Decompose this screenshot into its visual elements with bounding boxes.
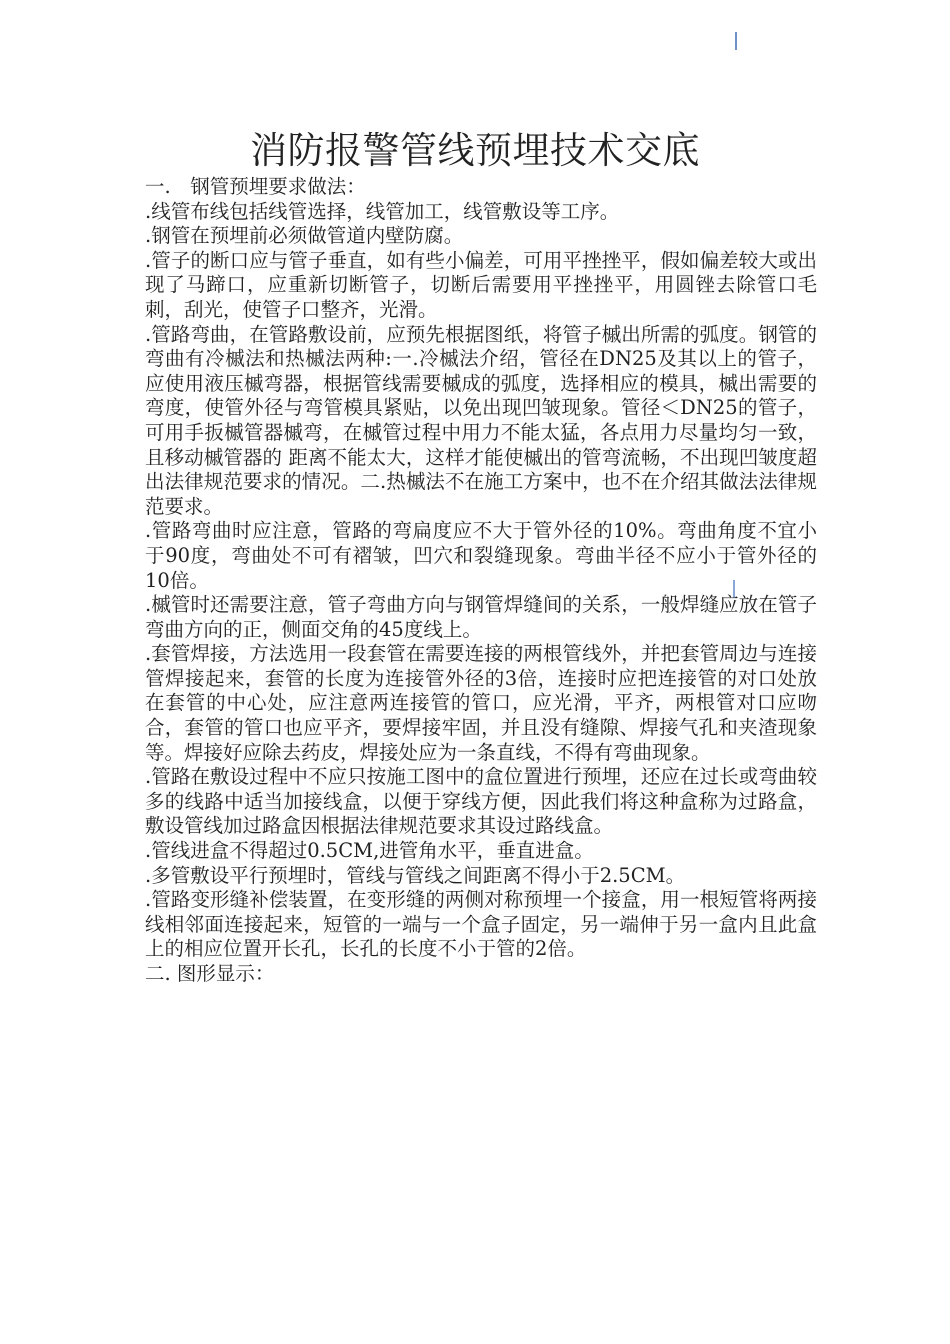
section-heading-2: 二. 图形显示： <box>145 962 275 985</box>
paragraph: .管路变形缝补偿装置，在变形缝的两侧对称预埋一个接盒，用一根短管将两接线相邻面连接起来，短管的一端与一个盒子固定，另一端伸于另一盒内且此盒上的相应位置开长孔，长孔的长度不小于管的2倍。 <box>145 888 817 961</box>
paragraph: .线管布线包括线管选择，线管加工，线管敷设等工序。 <box>145 199 620 223</box>
paragraph: .多管敷设平行预埋时，管线与管线之间距离不得小于2.5CM。 <box>145 863 686 887</box>
paragraph: .管路在敷设过程中不应只按施工图中的盒位置进行预埋，还应在过长或弯曲较多的线路中适当加接线盒，以便于穿线方便，因此我们将这种盒称为过路盒，敷设管线加过路盒因根据法律规范要求其设过路线盒。 <box>145 765 817 838</box>
paragraph: .套管焊接，方法选用一段套管在需要连接的两根管线外，并把套管周边与连接管焊接起来，套管的长度为连接管外径的3倍，连接时应把连接管的对口处放在套管的中心处，应注意两连接管的管口，应光滑，平齐，两根管对口应吻合，套管的管口也应平齐，要焊接牢固，并且没有缝隙、焊接气孔和夹渣现象等。焊接好应除去药皮，焊接处应为一条直线，不得有弯曲现象。 <box>145 642 817 764</box>
paragraph: .钢管在预埋前必须做管道内壁防腐。 <box>145 224 464 248</box>
paragraph: .管子的断口应与管子垂直，如有些小偏差，可用平挫挫平，假如偏差较大或出现了马蹄口，应重新切断管子，切断后需要用平挫挫平，用圆锉去除管口毛刺，刮光，使管子口整齐，光滑。 <box>145 248 817 321</box>
document-title: 消防报警管线预埋技术交底 <box>250 129 700 172</box>
document-body <box>145 175 817 987</box>
text-cursor-mark <box>735 32 737 50</box>
paragraph: .管路弯曲时应注意，管路的弯扁度应不大于管外径的10%。弯曲角度不宜小于90度，弯曲处不可有褶皱，凹穴和裂缝现象。弯曲半径不应小于管外径的10倍。 <box>145 519 817 592</box>
paragraph: .管线进盒不得超过0.5CM,进管角水平，垂直进盒。 <box>145 839 594 863</box>
paragraph: .槭管时还需要注意，管子弯曲方向与钢管焊缝间的关系，一般焊缝应放在管子弯曲方向的正，侧面交角的45度线上。 <box>145 593 817 641</box>
section-heading-1: 一. 钢管预埋要求做法： <box>145 175 366 198</box>
paragraph: .管路弯曲，在管路敷设前，应预先根据图纸，将管子槭出所需的弧度。钢管的弯曲有冷槭法和热槭法两种:一.冷槭法介绍，管径在DN25及其以上的管子，应使用液压槭弯器，根据管线需要槭成的弧度，选择相应的模具，槭出需要的弯度，使管外径与弯管模具紧贴，以免出现凹皱现象。管径＜DN25的管子，可用手扳槭管器槭弯，在槭管过程中用力不能太猛，各点用力尽量均匀一致，且移动槭管器的 距离不能太大，这样才能使槭出的管弯流畅，不出现凹皱度超出法律规范要求的情况。二.热槭法不在施工方案中，也不在介绍其做法法律规范要求。 <box>145 322 817 518</box>
